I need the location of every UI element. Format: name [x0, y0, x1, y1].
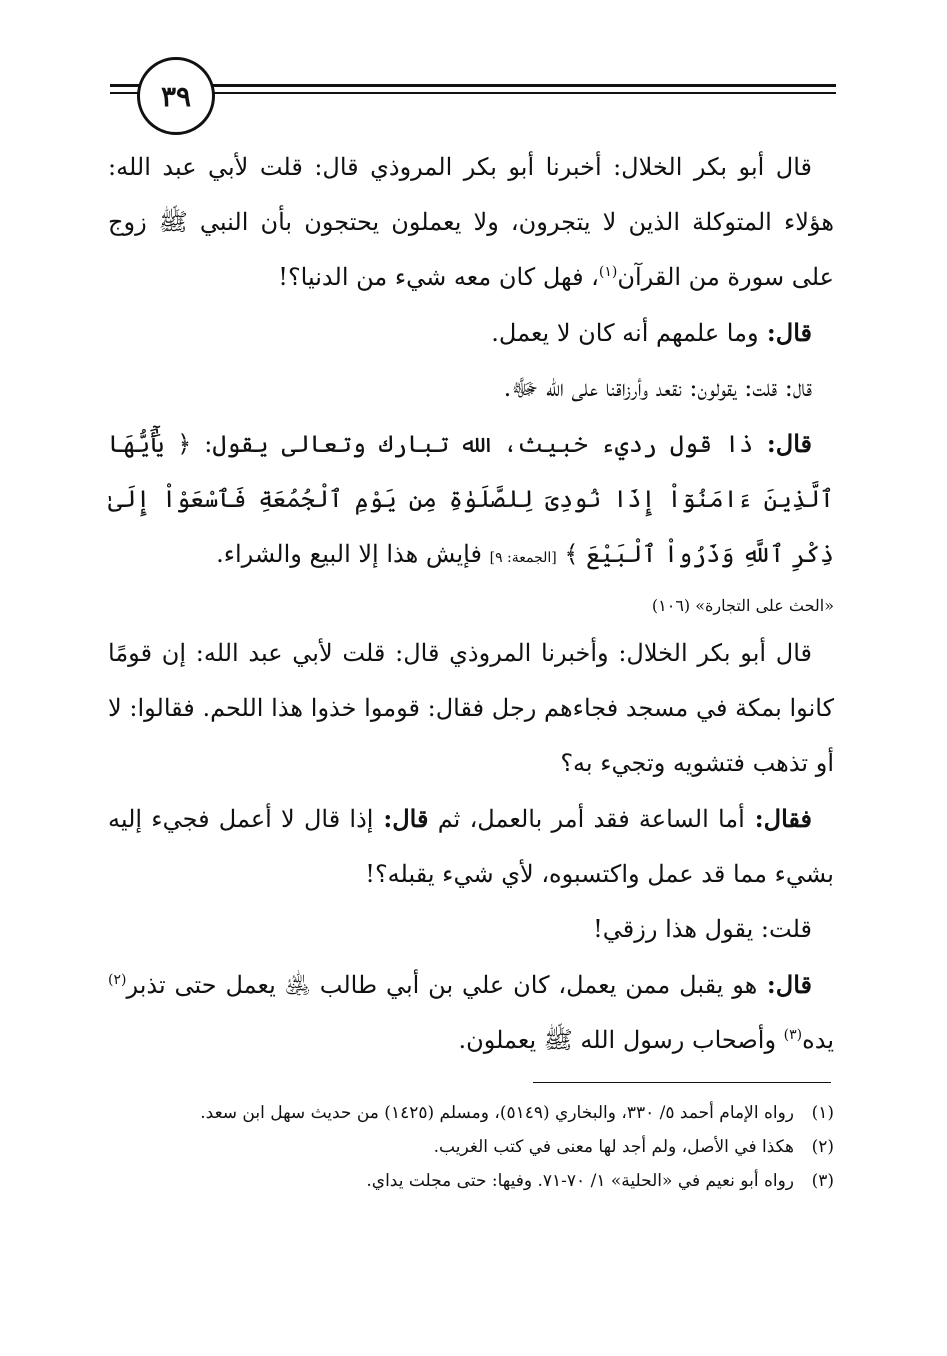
paragraph — [108, 361, 834, 416]
footnote-separator — [533, 1082, 831, 1083]
text-run: قال أبو بكر الخلال: وأخبرنا المروذي قال: قلت لأبي عبد الله: إن قومًا كانوا بمكة في مسجد فجاءهم رجل فقال: قوموا خذوا هذا اللحم. فقالوا: لا أو تذهب فتشويه وتجيء به؟ — [108, 639, 834, 777]
main-text — [108, 140, 834, 1068]
paragraph — [108, 416, 834, 586]
footnote-text: رواه أبو نعيم في «الحلية» ١/ ٧٠-٧١. وفيها: حتى مجلت يداي. — [366, 1171, 794, 1191]
paragraph — [108, 791, 834, 902]
text-run: إذا قال لا أعمل فجيء إليه بشيء مما قد عمل واكتسبوه، لأي شيء يقبله؟! — [108, 805, 834, 888]
header-rule — [110, 84, 140, 87]
text-run: ، فهل كان معه شيء من الدنيا؟! — [278, 263, 599, 291]
speaker-label: قال: — [758, 318, 812, 347]
footnote-ref: (٣) — [783, 1027, 803, 1043]
text-run: ذا قول رديء خبيث، الله تبارك وتعالى يقول: ﴿ يَٰٓأَيُّهَا ٱلَّذِينَ ءَامَنُوٓاْ إِذَا نُودِىَ لِلصَّلَوٰةِ مِن يَوْمِ ٱلْجُمُعَةِ فَٱسْعَوْاْ إِلَىٰ ذِكْرِ ٱللَّهِ وَذَرُواْ ٱلْبَيْعَ ﴾ — [108, 430, 834, 568]
speaker-label: قال: — [757, 970, 813, 999]
header-rule — [110, 92, 140, 94]
speaker-label: قال: — [753, 429, 813, 458]
footnotes — [108, 1096, 834, 1198]
section-title: «الحث على التجارة» (١٠٦) — [651, 596, 834, 615]
header-rule — [212, 84, 836, 87]
paragraph — [108, 305, 834, 361]
footnote-ref: (٢) — [108, 972, 127, 988]
paragraph — [108, 957, 834, 1068]
paragraph — [108, 626, 834, 791]
speaker-label: فقال: — [744, 804, 813, 833]
footnote-number: (٢) — [811, 1137, 834, 1157]
footnote-text: رواه الإمام أحمد ٥/ ٣٣٠، والبخاري (٥١٤٩)، ومسلم (١٤٢٥) من حديث سهل ابن سعد. — [200, 1103, 794, 1123]
text-run: هو يقبل ممن يعمل، كان علي بن أبي طالب ﵁ يعمل حتى تذبر — [126, 971, 758, 999]
footnote-text: هكذا في الأصل، ولم أجد لها معنى في كتب الغريب. — [433, 1137, 794, 1157]
text-run: قال: قلت: يقولون: نقعد وأرزاقنا على الله ﷻ. — [503, 374, 812, 402]
text-run: يده — [802, 1026, 834, 1054]
speaker-label: قال: — [373, 804, 429, 833]
text-run: أما الساعة فقد أمر بالعمل، ثم — [428, 805, 745, 833]
paragraph — [108, 140, 834, 305]
footnote — [108, 1096, 834, 1130]
quran-reference: [الجمعة: ٩] — [489, 550, 557, 566]
footnote — [108, 1130, 834, 1164]
footnote-ref: (١) — [598, 264, 618, 280]
page-number: ٣٩ — [137, 57, 215, 135]
text-run: وأصحاب رسول الله ﷺ يعملون. — [458, 1026, 784, 1054]
text-run: وما علمهم أنه كان لا يعمل. — [491, 319, 759, 347]
footnote-number: (٣) — [811, 1171, 834, 1191]
text-run: فإيش هذا إلا البيع والشراء. — [216, 540, 490, 568]
header-rule — [212, 92, 836, 94]
text-run: قلت: يقول هذا رزقي! — [593, 915, 812, 943]
text-run: قال أبو بكر الخلال: أخبرنا أبو بكر المروذي قال: قلت لأبي عبد الله: هؤلاء المتوكلة الذين لا يتجرون، ولا يعملون يحتجون بأن النبي ﷺ زوج على سورة من القرآن — [108, 153, 834, 291]
paragraph — [108, 902, 834, 957]
footnote-number: (١) — [811, 1103, 834, 1123]
page-header — [0, 0, 947, 140]
text-block — [108, 140, 834, 586]
footnote — [108, 1164, 834, 1198]
text-block — [108, 626, 834, 1068]
